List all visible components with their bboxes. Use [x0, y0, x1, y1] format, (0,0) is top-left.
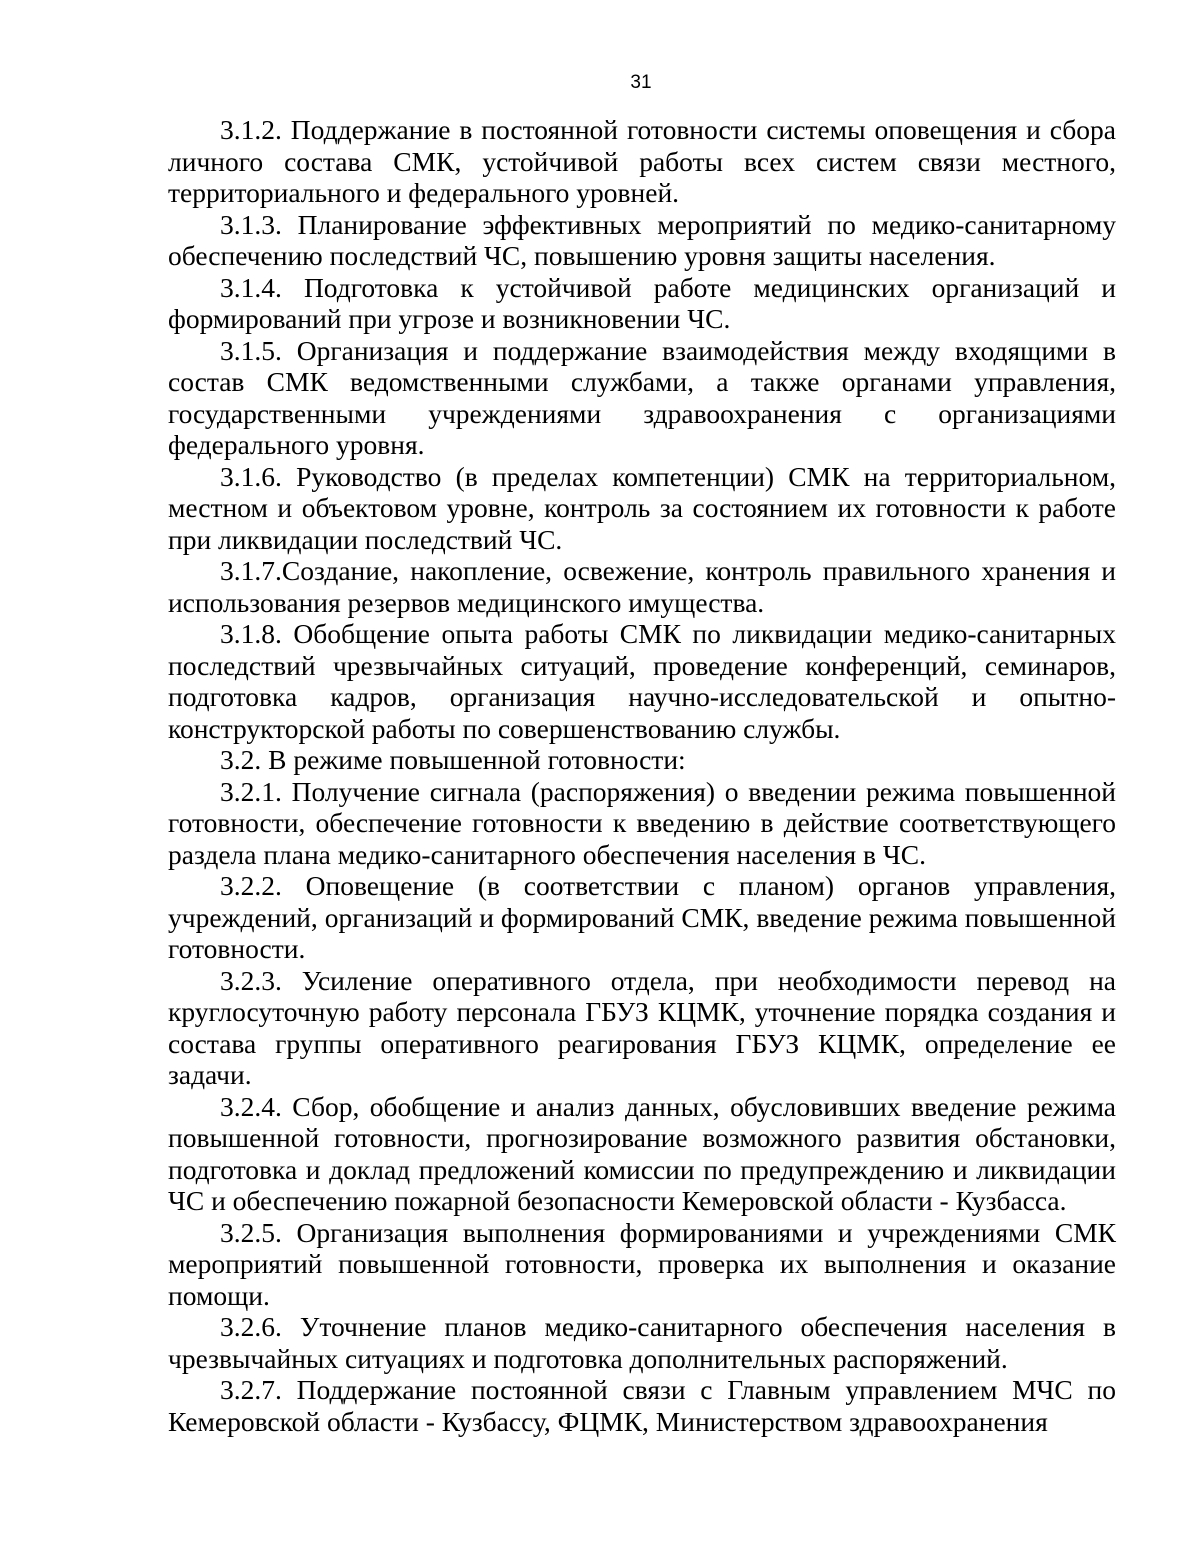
paragraph-3-1-8: 3.1.8. Обобщение опыта работы СМК по ликвидации медико-санитарных последствий чрезвычайных ситуаций, проведение конференций, семинаров, подготовка кадров, организация научно-исследовательской и опытно-конструкторской работы по совершенствованию службы.	[168, 618, 1116, 744]
document-body	[168, 114, 1116, 1437]
page-number: 31	[630, 72, 652, 93]
paragraph-3-1-4: 3.1.4. Подготовка к устойчивой работе медицинских организаций и формирований при угрозе и возникновении ЧС.	[168, 271, 1116, 334]
paragraph-3-1-6: 3.1.6. Руководство (в пределах компетенции) СМК на территориальном, местном и объектовом уровне, контроль за состоянием их готовности к работе при ликвидации последствий ЧС.	[168, 460, 1116, 555]
paragraph-3-2-4: 3.2.4. Сбор, обобщение и анализ данных, обусловивших введение режима повышенной готовности, прогнозирование возможного развития обстановки, подготовка и доклад предложений комиссии по предупреждению и ликвидации ЧС и обеспечению пожарной безопасности Кемеровской области - Кузбасса.	[168, 1090, 1116, 1216]
paragraph-3-2-5: 3.2.5. Организация выполнения формированиями и учреждениями СМК мероприятий повышенной готовности, проверка их выполнения и оказание помощи.	[168, 1216, 1116, 1311]
paragraph-3-1-5: 3.1.5. Организация и поддержание взаимодействия между входящими в состав СМК ведомственными службами, а также органами управления, государственными учреждениями здравоохранения с организациями федерального уровня.	[168, 334, 1116, 460]
paragraph-3-1-2: 3.1.2. Поддержание в постоянной готовности системы оповещения и сбора личного состава СМК, устойчивой работы всех систем связи местного, территориального и федерального уровней.	[168, 114, 1116, 208]
paragraph-3-2-1: 3.2.1. Получение сигнала (распоряжения) о введении режима повышенной готовности, обеспечение готовности к введению в действие соответствующего раздела плана медико-санитарного обеспечения населения в ЧС.	[168, 775, 1116, 870]
paragraph-3-2-7: 3.2.7. Поддержание постоянной связи с Главным управлением МЧС по Кемеровской области - Кузбассу, ФЦМК, Министерством здравоохранения	[168, 1374, 1116, 1437]
paragraph-3-1-7: 3.1.7.Создание, накопление, освежение, контроль правильного хранения и использования резервов медицинского имущества.	[168, 555, 1116, 618]
paragraph-3-1-3: 3.1.3. Планирование эффективных мероприятий по медико-санитарному обеспечению последствий ЧС, повышению уровня защиты населения.	[168, 208, 1116, 271]
paragraph-3-2-6: 3.2.6. Уточнение планов медико-санитарного обеспечения населения в чрезвычайных ситуациях и подготовка дополнительных распоряжений.	[168, 1311, 1116, 1374]
paragraph-3-2-2: 3.2.2. Оповещение (в соответствии с планом) органов управления, учреждений, организаций и формирований СМК, введение режима повышенной готовности.	[168, 870, 1116, 964]
paragraph-3-2-3: 3.2.3. Усиление оперативного отдела, при необходимости перевод на круглосуточную работу персонала ГБУЗ КЦМК, уточнение порядка создания и состава группы оперативного реагирования ГБУЗ КЦМК, определение ее задачи.	[168, 964, 1116, 1090]
section-heading-3-2: 3.2. В режиме повышенной готовности:	[220, 744, 686, 775]
